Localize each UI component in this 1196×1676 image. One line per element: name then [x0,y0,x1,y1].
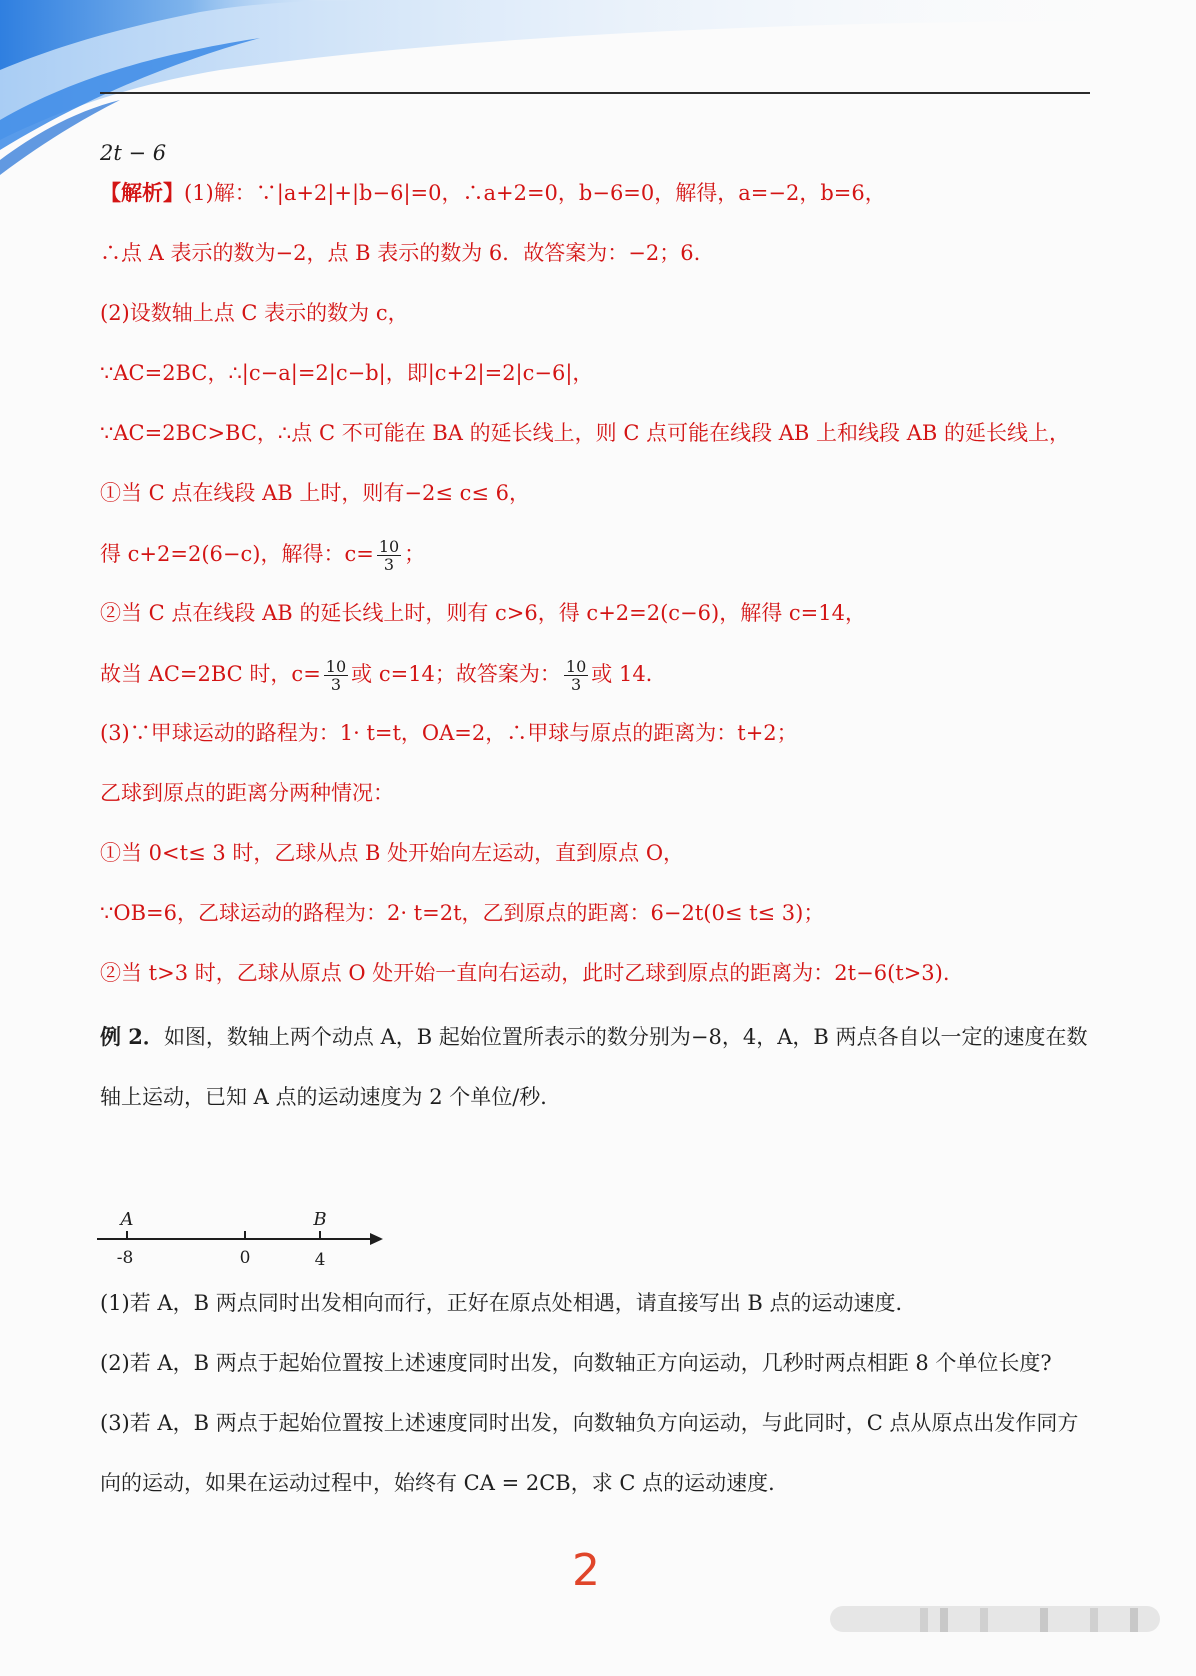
question-2: (2)若 A，B 两点于起始位置按上述速度同时出发，向数轴正方向运动，几秒时两点相距 8 个单位长度? [100,1351,1052,1375]
tick-label-b: 4 [314,1250,326,1270]
example-2-line-2: 轴上运动，已知 A 点的运动速度为 2 个单位/秒． [100,1085,562,1109]
solution-line-4: ∵AC=2BC，∴|c−a|=2|c−b|，即|c+2|=2|c−6|， [100,361,594,385]
point-b-label: B [313,1209,327,1230]
solution-line-14: ②当 t>3 时，乙球从原点 O 处开始一直向右运动，此时乙球到原点的距离为：2t−6(t>3). [100,961,950,985]
tick-label-origin: 0 [239,1248,251,1268]
fraction-numerator: 10 [565,657,587,676]
page-number: 2 [572,1545,600,1596]
analysis-tag: 【解析】 [100,180,184,205]
solution-line-2: ∴点 A 表示的数为−2，点 B 表示的数为 6．故答案为：−2；6. [100,241,701,265]
footer-decoration [830,1598,1170,1638]
tick-label-a: -8 [116,1248,134,1268]
solution-line-13: ∵OB=6，乙球运动的路程为：2· t=2t，乙到原点的距离：6−2t(0≤ t≤ 3)； [100,901,825,925]
fraction-ten-thirds [324,658,348,693]
solution-line-5: ∵AC=2BC>BC，∴点 C 不可能在 BA 的延长线上，则 C 点可能在线段 AB 上和线段 AB 的延长线上， [100,421,1070,445]
question-3-line-2: 向的运动，如果在运动过程中，始终有 CA = 2CB，求 C 点的运动速度． [100,1471,790,1495]
fraction-ten-thirds [564,658,588,693]
example-label: 例 2． [100,1024,164,1049]
solution-line-6: ①当 C 点在线段 AB 上时，则有−2≤ c≤ 6， [100,481,530,505]
header-rule [100,92,1090,94]
number-line-figure [95,1205,395,1275]
solution-line-11: 乙球到原点的距离分两种情况： [100,781,394,805]
solution-line-12: ①当 0<t≤ 3 时，乙球从点 B 处开始向左运动，直到原点 O， [100,841,685,865]
solution-line-1 [100,178,886,208]
solution-line-10: (3)∵甲球运动的路程为：1· t=t，OA=2，∴甲球与原点的距离为：t+2； [100,721,798,745]
fraction-denominator: 3 [383,555,395,574]
solution-line-9-mid: 或 c=14；故答案为： [351,662,561,686]
fraction-denominator: 3 [571,675,582,694]
number-line-arrow [370,1233,383,1245]
fraction-denominator: 3 [330,675,342,694]
question-1: (1)若 A，B 两点同时出发相向而行，正好在原点处相遇，请直接写出 B 点的运动速度． [100,1291,917,1315]
question-3-line-1: (3)若 A，B 两点于起始位置按上述速度同时出发，向数轴负方向运动，与此同时，C 点从原点出发作同方 [100,1411,1079,1435]
fraction-ten-thirds [377,538,401,573]
solution-line-9 [100,658,652,693]
solution-line-7 [100,538,425,573]
example-2-text-1: 如图，数轴上两个动点 A，B 起始位置所表示的数分别为−8，4，A，B 两点各自以一定的速度在数 [163,1025,1088,1049]
solution-line-9-pre: 故当 AC=2BC 时，c= [100,662,321,686]
solution-line-7-post: ； [404,542,426,566]
solution-line-1-text: (1)解：∵|a+2|+|b−6|=0，∴a+2=0，b−6=0，解得，a=−2，b=6， [184,181,886,205]
header-decoration [0,0,1196,200]
solution-line-7-pre: 得 c+2=2(6−c)，解得：c= [100,542,374,566]
solution-line-9-post: 或 14. [591,662,653,686]
example-2-line-1 [100,1022,1087,1052]
solution-line-3: (2)设数轴上点 C 表示的数为 c， [100,301,409,325]
top-fragment: 2t − 6 [100,141,167,165]
point-a-label: A [120,1209,134,1230]
fraction-numerator: 10 [325,657,347,676]
fraction-numerator: 10 [378,537,400,556]
solution-line-8: ②当 C 点在线段 AB 的延长线上时，则有 c>6，得 c+2=2(c−6)，解得 c=14， [100,601,866,625]
